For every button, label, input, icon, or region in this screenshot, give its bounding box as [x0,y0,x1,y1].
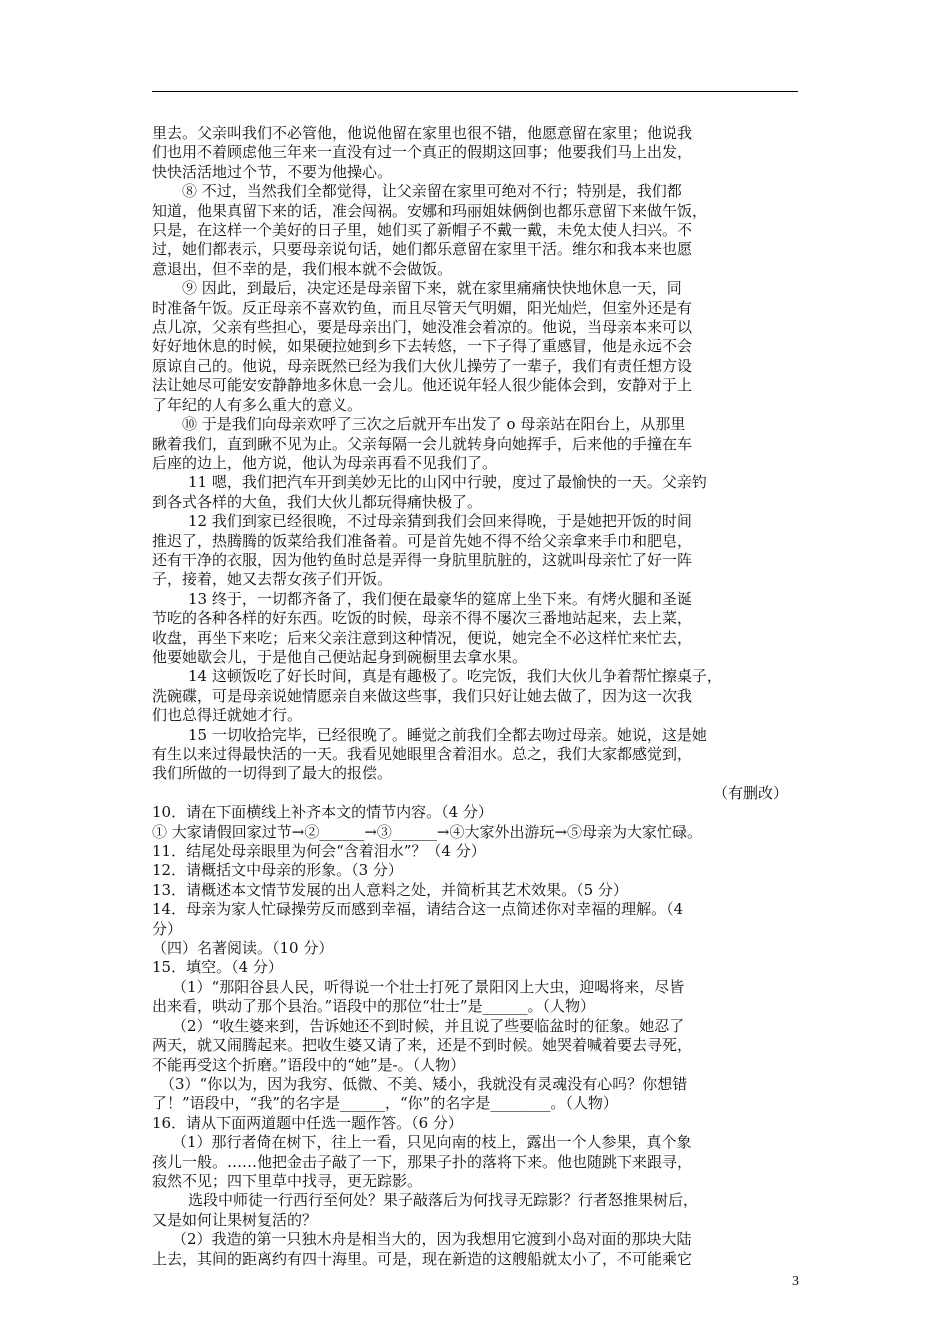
text-line: 又是如何让果树复活的？ [152,1210,318,1229]
text-line: 子，接着，她又去帮女孩子们开饭。 [152,570,393,589]
text-line: 11 嗯，我们把汽车开到美妙无比的山冈中行驶，度过了最愉快的一天。父亲钓 [188,473,707,492]
text-line: 知道，他果真留下来的话，准会闯祸。安娜和玛丽姐妹俩倒也都乐意留下来做午饭， [152,201,708,220]
header-rule [152,91,798,92]
text-line: 了年纪的人有多么重大的意义。 [152,395,363,414]
text-line: （四）名著阅读。（10 分） [152,939,334,958]
text-line: 法让她尽可能安安静静地多休息一会儿。他还说年轻人很少能体会到，安静对于上 [152,376,693,395]
text-line: 后座的边上，他方说，他认为母亲再看不见我们了。 [152,453,498,472]
text-line: ① 大家请假回家过节→②______→③______→④大家外出游玩→⑤母亲为大家忙碌。 [152,822,703,841]
text-line: 上去，其间的距离约有四十海里。可是，现在新造的这艘船就太小了，不可能乘它 [152,1249,693,1268]
text-line: ⑧ 不过，当然我们全都觉得，让父亲留在家里可绝对不行；特别是，我们都 [182,182,682,201]
page-number: 3 [792,1274,799,1289]
text-line: 15．填空。（4 分） [152,958,283,977]
text-line: 只是，在这样一个美好的日子里，她们买了新帽子不戴一戴，未免太使人扫兴。不 [152,221,693,240]
text-line: 出来看，哄动了那个县治。”语段中的那位“壮士”是______。（人物） [152,997,596,1016]
text-line: 里去。父亲叫我们不必管他，他说他留在家里也很不错，他愿意留在家里；他说我 [152,124,693,142]
text-line: 14 这顿饭吃了好长时间，真是有趣极了。吃完饭，我们大伙儿争着帮忙擦桌子， [188,667,722,686]
text-line: （2）“收生婆来到，告诉她还不到时候，并且说了些要临盆时的征象。她忍了 [172,1016,685,1035]
text-line: 12．请概括文中母亲的形象。（3 分） [152,861,403,880]
text-line: 他要她歇会儿，于是他自己便站起身到碗橱里去拿水果。 [152,647,528,666]
text-line: 两天，就又闹腾起来。把收生婆又请了来，还是不到时候。她哭着喊着要去寻死， [152,1036,693,1055]
text-line: 11．结尾处母亲眼里为何会“含着泪水”？（4 分） [152,842,486,861]
text-line: ⑩ 于是我们向母亲欢呼了三次之后就开车出发了 o 母亲站在阳台上，从那里 [182,415,686,434]
text-line: 点儿凉，父亲有些担心，要是母亲出门，她没准会着凉的。他说，当母亲本来可以 [152,318,693,337]
text-line: 到各式各样的大鱼，我们大伙儿都玩得痛快极了。 [152,492,483,511]
text-line: （1）“那阳谷县人民，听得说一个壮士打死了景阳冈上大虫，迎喝将来，尽皆 [172,977,685,996]
text-line: 我们所做的一切得到了最大的报偿。 [152,764,393,783]
text-line: 时准备午饭。反正母亲不喜欢钓鱼，而且尽管天气明媚，阳光灿烂，但室外还是有 [152,298,693,317]
text-line: 好好地休息的时候，如果硬拉她到乡下去转悠，一下子得了重感冒，他是永远不会 [152,337,693,356]
text-line: 快快活活地过个节，不要为他操心。 [152,162,393,181]
text-line: 15 一切收拾完毕，已经很晚了。睡觉之前我们全都去吻过母亲。她说，这是她 [188,725,707,744]
text-line: 洗碗碟，可是母亲说她情愿亲自来做这些事，我们只好让她去做了，因为这一次我 [152,686,693,705]
text-line: 瞅着我们，直到瞅不见为止。父亲每隔一会儿就转身向她挥手，后来他的手撞在车 [152,434,693,453]
text-line: 13．请概述本文情节发展的出人意料之处，并简析其艺术效果。（5 分） [152,880,628,899]
text-line: 意退出，但不幸的是，我们根本就不会做饭。 [152,259,453,278]
text-line: 收盘，再坐下来吃；后来父亲注意到这种情况，便说，她完全不必这样忙来忙去， [152,628,693,647]
text-line: （有删改） [712,783,788,802]
text-line: 还有干净的衣服，因为他钓鱼时总是弄得一身肮里肮脏的，这就叫母亲忙了好一阵 [152,550,693,569]
text-line: 13 终于，一切都齐备了，我们便在最豪华的筵席上坐下来。有烤火腿和圣诞 [188,589,692,608]
text-line: 们也总得迁就她才行。 [152,706,303,725]
document-body [152,124,802,1269]
text-line: 有生以来过得最快活的一天。我看见她眼里含着泪水。总之，我们大家都感觉到， [152,745,693,763]
text-line: （1）那行者倚在树下，往上一看，只见向南的枝上，露出一个人参果，真个象 [172,1133,692,1152]
text-line: 16．请从下面两道题中任选一题作答。（6 分） [152,1113,463,1132]
text-line: 不能再受这个折磨。”语段中的“她”是-。（人物） [152,1055,466,1074]
text-line: 14．母亲为家人忙碌操劳反而感到幸福，请结合这一点简述你对幸福的理解。（4 [152,900,684,919]
text-line: 们也用不着顾虑他三年来一直没有过一个真正的假期这回事；他要我们马上出发， [152,143,693,162]
text-line: 原谅自己的。他说，母亲既然已经为我们大伙儿操劳了一辈子，我们有责任想方设 [152,356,693,375]
text-line: （2）我造的第一只独木舟是相当大的，因为我想用它渡到小岛对面的那块大陆 [172,1230,692,1249]
text-line: 12 我们到家已经很晚，不过母亲猜到我们会回来得晚，于是她把开饭的时间 [188,512,692,531]
text-line: （3）“你以为，因为我穷、低微、不美、矮小，我就没有灵魂没有心吗？你想错 [160,1074,688,1093]
text-line: 节吃的各种各样的好东西。吃饭的时候，母亲不得不屡次三番地站起来，去上菜， [152,609,693,628]
text-line: 过，她们都表示，只要母亲说句话，她们都乐意留在家里干活。维尔和我本来也愿 [152,240,693,259]
text-line: 了！”语段中，“我”的名字是______，“你”的名字是________。（人物） [152,1094,618,1113]
text-line: 推迟了，热腾腾的饭菜给我们准备着。可是首先她不得不给父亲拿来手巾和肥皂， [152,531,693,550]
text-line: 10．请在下面横线上补齐本文的情节内容。（4 分） [152,803,493,822]
text-line: ⑨ 因此，到最后，决定还是母亲留下来，就在家里痛痛快快地休息一天，同 [182,279,682,298]
text-line: 寂然不见；四下里草中找寻，更无踪影。 [152,1171,423,1190]
text-line: 选段中师徒一行西行至何处？果子敲落后为何找寻无踪影？行者怒推果树后， [188,1191,699,1210]
text-line: 分） [152,919,183,938]
text-line: 孩儿一般。……他把金击子敲了一下，那果子扑的落将下来。他也随跳下来跟寻， [152,1152,693,1171]
